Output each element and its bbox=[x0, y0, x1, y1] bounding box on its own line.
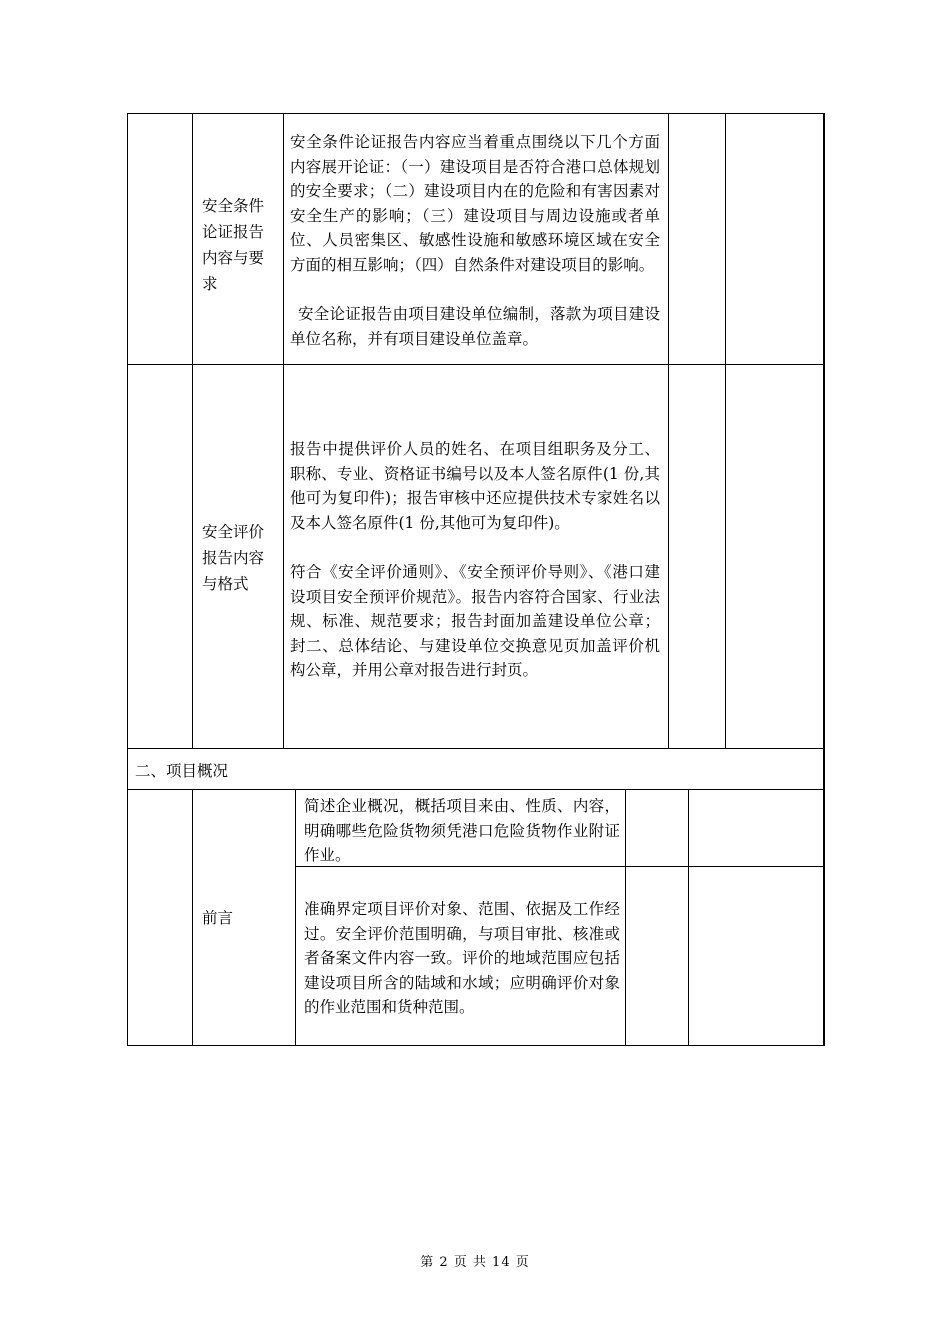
section-title: 二、项目概况 bbox=[135, 762, 229, 780]
row3-sub-1: 简述企业概况，概括项目来由、性质、内容，明确哪些危险货物须凭港口危险货物作业附证作业。 bbox=[304, 797, 620, 864]
row2-paragraph-1: 报告中提供评价人员的姓名、在项目组职务及分工、职称、专业、资格证书编号以及本人签名原件(1 份,其他可为复印件)；报告审核中还应提供技术专家姓名以及本人签名原件(1 份,其他可为复印件)。 bbox=[290, 440, 660, 532]
page-number: 第 2 页 共 14 页 bbox=[420, 1255, 530, 1270]
row3-sub-2: 准确界定项目评价对象、范围、依据及工作经过。安全评价范围明确，与项目审批、核准或者备案文件内容一致。评价的地域范围应包括建设项目所含的陆域和水域；应明确评价对象的作业范围和货种范围。 bbox=[304, 900, 620, 1016]
row1-label: 安全条件论证报告内容与要求 bbox=[202, 197, 265, 293]
row1-paragraph-1: 安全条件论证报告内容应当着重点围绕以下几个方面内容展开论证：（一）建设项目是否符合港口总体规划的安全要求；（二）建设项目内在的危险和有害因素对安全生产的影响；（三）建设项目与周边设施或者单位、人员密集区、敏感性设施和敏感环境区域在安全方面的相互影响；（四）自然条件对建设项目的影响。 bbox=[290, 133, 660, 274]
row1-paragraph-2: 安全论证报告由项目建设单位编制，落款为项目建设单位名称，并有项目建设单位盖章。 bbox=[290, 305, 660, 348]
row2-paragraph-2: 符合《安全评价通则》、《安全预评价导则》、《港口建设项目安全预评价规范》。报告内容符合国家、行业法规、标准、规范要求；报告封面加盖建设单位公章；封二、总体结论、与建设单位交换意见页加盖评价机构公章，并用公章对报告进行封页。 bbox=[290, 563, 660, 679]
row3-label: 前言 bbox=[202, 909, 234, 927]
row2-label: 安全评价报告内容与格式 bbox=[202, 523, 265, 593]
